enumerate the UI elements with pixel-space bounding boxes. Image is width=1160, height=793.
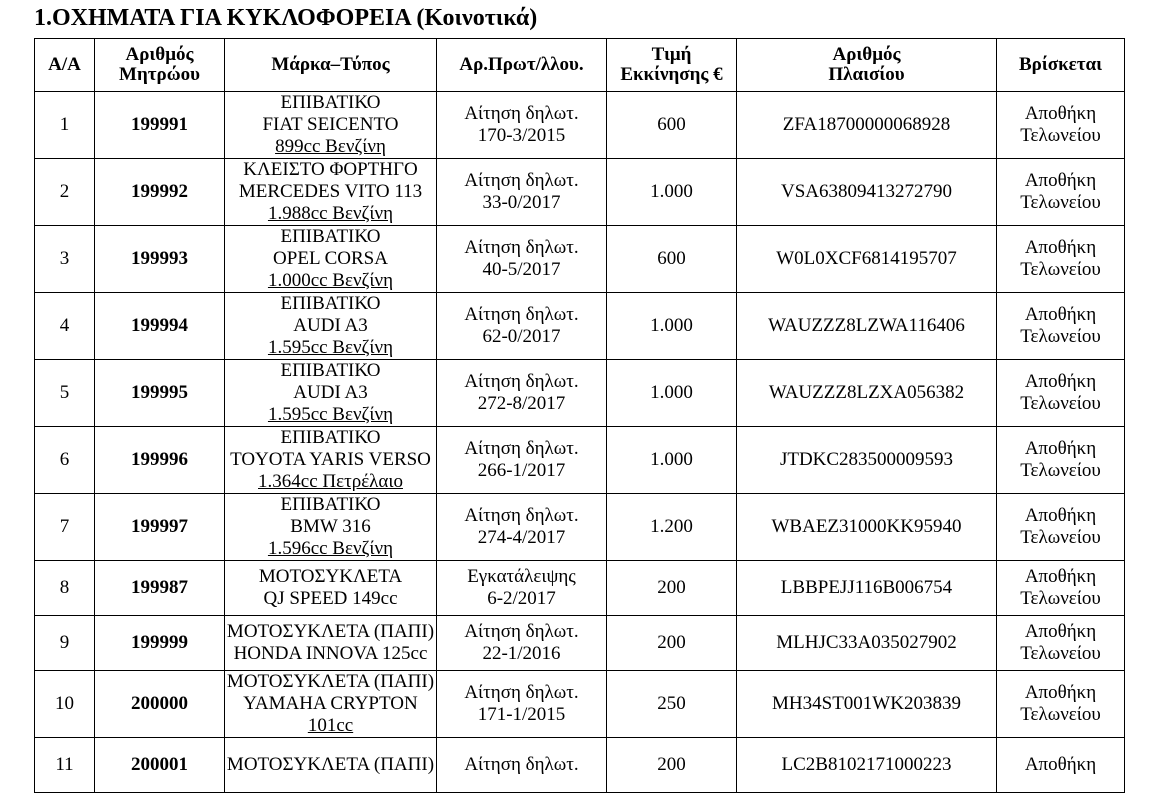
document-type: Αίτηση δηλωτ. [464, 621, 579, 642]
cell-registration-number: 199994 [95, 293, 225, 360]
cell-chassis-number: WAUZZZ8LZWA116406 [737, 293, 997, 360]
make-line: ΚΛΕΙΣΤΟ ΦΟΡΤΗΓΟ [243, 159, 418, 180]
table-row [35, 616, 1125, 671]
cell-document [437, 427, 607, 494]
cell-make-type [225, 427, 437, 494]
cell-make-type [225, 360, 437, 427]
document-number: 33-0/2017 [482, 192, 561, 213]
cell-aa: 7 [35, 494, 95, 561]
cell-chassis-number: MH34ST001WK203839 [737, 671, 997, 738]
make-line: TOYOTA YARIS VERSO [230, 449, 431, 470]
document-number: 6-2/2017 [487, 588, 556, 609]
cell-document [437, 159, 607, 226]
table-row [35, 427, 1125, 494]
document-number: 274-4/2017 [477, 527, 566, 548]
make-line: 1.596cc Βενζίνη [267, 538, 394, 559]
table-row [35, 293, 1125, 360]
document-type: Αίτηση δηλωτ. [464, 754, 579, 775]
make-line: ΕΠΙΒΑΤΙΚΟ [280, 427, 381, 448]
table-row [35, 671, 1125, 738]
make-line: 1.364cc Πετρέλαιο [258, 471, 403, 492]
header-aa: Α/Α [35, 39, 95, 92]
cell-starting-price: 1.000 [607, 360, 737, 427]
header-registration: Αριθμός Μητρώου [95, 39, 225, 92]
cell-aa: 8 [35, 561, 95, 616]
make-line: AUDI A3 [293, 382, 368, 403]
table-row [35, 159, 1125, 226]
location-line: Τελωνείου [1020, 393, 1101, 414]
cell-make-type [225, 616, 437, 671]
cell-aa: 1 [35, 92, 95, 159]
location-line: Τελωνείου [1020, 643, 1101, 664]
table-row [35, 360, 1125, 427]
location-line: Αποθήκη [1024, 621, 1097, 642]
location-line: Αποθήκη [1024, 371, 1097, 392]
document-type: Αίτηση δηλωτ. [464, 371, 579, 392]
cell-aa: 3 [35, 226, 95, 293]
document-number: 22-1/2016 [482, 643, 561, 664]
cell-aa: 2 [35, 159, 95, 226]
document-type: Αίτηση δηλωτ. [464, 304, 579, 325]
make-line: ΕΠΙΒΑΤΙΚΟ [280, 494, 381, 515]
cell-registration-number: 199995 [95, 360, 225, 427]
location-line: Τελωνείου [1020, 192, 1101, 213]
table-row [35, 561, 1125, 616]
make-line: ΜΟΤΟΣΥΚΛΕΤΑ (ΠΑΠΙ) [226, 754, 435, 775]
document-type: Αίτηση δηλωτ. [464, 682, 579, 703]
location-line: Αποθήκη [1024, 566, 1097, 587]
cell-location [997, 616, 1125, 671]
cell-registration-number: 199999 [95, 616, 225, 671]
table-row [35, 226, 1125, 293]
location-line: Αποθήκη [1024, 505, 1097, 526]
make-line: ΜΟΤΟΣΥΚΛΕΤΑ [258, 566, 403, 587]
document-type: Αίτηση δηλωτ. [464, 170, 579, 191]
cell-make-type [225, 293, 437, 360]
cell-document [437, 616, 607, 671]
cell-chassis-number: JTDKC283500009593 [737, 427, 997, 494]
cell-starting-price: 1.200 [607, 494, 737, 561]
cell-starting-price: 200 [607, 738, 737, 793]
cell-starting-price: 1.000 [607, 427, 737, 494]
make-line: QJ SPEED 149cc [263, 588, 398, 609]
make-line: 1.595cc Βενζίνη [267, 404, 394, 425]
header-make-type: Μάρκα–Τύπος [225, 39, 437, 92]
table-header-row [35, 39, 1125, 92]
make-line: BMW 316 [290, 516, 371, 537]
cell-make-type [225, 738, 437, 793]
make-line: YAMAHA CRYPTON [243, 693, 418, 714]
make-line: HONDA INNOVA 125cc [233, 643, 428, 664]
document-number: 266-1/2017 [477, 460, 566, 481]
cell-document [437, 92, 607, 159]
table-row [35, 92, 1125, 159]
cell-location [997, 360, 1125, 427]
cell-document [437, 226, 607, 293]
make-line: AUDI A3 [293, 315, 368, 336]
header-document: Αρ.Πρωτ/λλου. [437, 39, 607, 92]
cell-aa: 4 [35, 293, 95, 360]
document-type: Αίτηση δηλωτ. [464, 103, 579, 124]
location-line: Τελωνείου [1020, 527, 1101, 548]
location-line: Αποθήκη [1024, 754, 1097, 775]
document-number: 170-3/2015 [477, 125, 566, 146]
make-line: OPEL CORSA [273, 248, 388, 269]
cell-starting-price: 600 [607, 226, 737, 293]
make-line: 1.988cc Βενζίνη [267, 203, 394, 224]
cell-chassis-number: LBBPEJJ116B006754 [737, 561, 997, 616]
cell-document [437, 360, 607, 427]
location-line: Τελωνείου [1020, 704, 1101, 725]
location-line: Τελωνείου [1020, 460, 1101, 481]
cell-chassis-number: MLHJC33A035027902 [737, 616, 997, 671]
make-line: 1.595cc Βενζίνη [267, 337, 394, 358]
location-line: Τελωνείου [1020, 125, 1101, 146]
section-title: 1.ΟΧΗΜΑΤΑ ΓΙΑ ΚΥΚΛΟΦΟΡΕΙΑ (Κοινοτικά) [34, 5, 538, 31]
cell-location [997, 738, 1125, 793]
cell-starting-price: 250 [607, 671, 737, 738]
make-line: ΕΠΙΒΑΤΙΚΟ [280, 226, 381, 247]
make-line: ΕΠΙΒΑΤΙΚΟ [280, 92, 381, 113]
make-line: ΜΟΤΟΣΥΚΛΕΤΑ (ΠΑΠΙ) [226, 671, 435, 692]
location-line: Αποθήκη [1024, 237, 1097, 258]
table-row [35, 494, 1125, 561]
make-line: ΜΟΤΟΣΥΚΛΕΤΑ (ΠΑΠΙ) [226, 621, 435, 642]
cell-registration-number: 200001 [95, 738, 225, 793]
make-line: FIAT SEICENTO [262, 114, 399, 135]
cell-registration-number: 199992 [95, 159, 225, 226]
cell-location [997, 159, 1125, 226]
cell-location [997, 561, 1125, 616]
document-number: 272-8/2017 [477, 393, 566, 414]
cell-location [997, 427, 1125, 494]
cell-location [997, 92, 1125, 159]
cell-starting-price: 1.000 [607, 293, 737, 360]
cell-aa: 9 [35, 616, 95, 671]
cell-chassis-number: LC2B8102171000223 [737, 738, 997, 793]
document-type: Αίτηση δηλωτ. [464, 438, 579, 459]
cell-document [437, 561, 607, 616]
cell-starting-price: 1.000 [607, 159, 737, 226]
cell-make-type [225, 561, 437, 616]
document-type: Αίτηση δηλωτ. [464, 237, 579, 258]
cell-registration-number: 199991 [95, 92, 225, 159]
location-line: Αποθήκη [1024, 682, 1097, 703]
cell-aa: 5 [35, 360, 95, 427]
cell-document [437, 671, 607, 738]
cell-aa: 10 [35, 671, 95, 738]
cell-location [997, 226, 1125, 293]
cell-make-type [225, 92, 437, 159]
cell-registration-number: 199997 [95, 494, 225, 561]
location-line: Αποθήκη [1024, 103, 1097, 124]
location-line: Αποθήκη [1024, 170, 1097, 191]
cell-starting-price: 200 [607, 561, 737, 616]
location-line: Αποθήκη [1024, 438, 1097, 459]
location-line: Τελωνείου [1020, 588, 1101, 609]
document-type: Αίτηση δηλωτ. [464, 505, 579, 526]
make-line: ΕΠΙΒΑΤΙΚΟ [280, 293, 381, 314]
cell-make-type [225, 226, 437, 293]
cell-chassis-number: WAUZZZ8LZXA056382 [737, 360, 997, 427]
cell-document [437, 738, 607, 793]
cell-starting-price: 600 [607, 92, 737, 159]
location-line: Τελωνείου [1020, 326, 1101, 347]
cell-make-type [225, 159, 437, 226]
header-location: Βρίσκεται [997, 39, 1125, 92]
location-line: Αποθήκη [1024, 304, 1097, 325]
cell-chassis-number: W0L0XCF6814195707 [737, 226, 997, 293]
make-line: ΕΠΙΒΑΤΙΚΟ [280, 360, 381, 381]
header-starting-price: Τιμή Εκκίνησης € [607, 39, 737, 92]
header-chassis-number: Αριθμός Πλαισίου [737, 39, 997, 92]
document-number: 62-0/2017 [482, 326, 561, 347]
make-line: 1.000cc Βενζίνη [267, 270, 394, 291]
table-row [35, 738, 1125, 793]
cell-chassis-number: VSA63809413272790 [737, 159, 997, 226]
make-line: 899cc Βενζίνη [275, 136, 386, 157]
document-number: 40-5/2017 [482, 259, 561, 280]
cell-registration-number: 200000 [95, 671, 225, 738]
cell-make-type [225, 494, 437, 561]
vehicles-table [34, 38, 1125, 793]
cell-aa: 11 [35, 738, 95, 793]
cell-document [437, 293, 607, 360]
cell-aa: 6 [35, 427, 95, 494]
make-line: 101cc [307, 715, 354, 736]
cell-registration-number: 199987 [95, 561, 225, 616]
cell-location [997, 293, 1125, 360]
cell-registration-number: 199993 [95, 226, 225, 293]
cell-starting-price: 200 [607, 616, 737, 671]
location-line: Τελωνείου [1020, 259, 1101, 280]
cell-chassis-number: WBAEZ31000KK95940 [737, 494, 997, 561]
cell-chassis-number: ZFA18700000068928 [737, 92, 997, 159]
make-line: MERCEDES VITO 113 [238, 181, 423, 202]
cell-location [997, 494, 1125, 561]
document-number: 171-1/2015 [477, 704, 566, 725]
cell-location [997, 671, 1125, 738]
document-type: Εγκατάλειψης [467, 566, 576, 587]
cell-registration-number: 199996 [95, 427, 225, 494]
cell-document [437, 494, 607, 561]
cell-make-type [225, 671, 437, 738]
